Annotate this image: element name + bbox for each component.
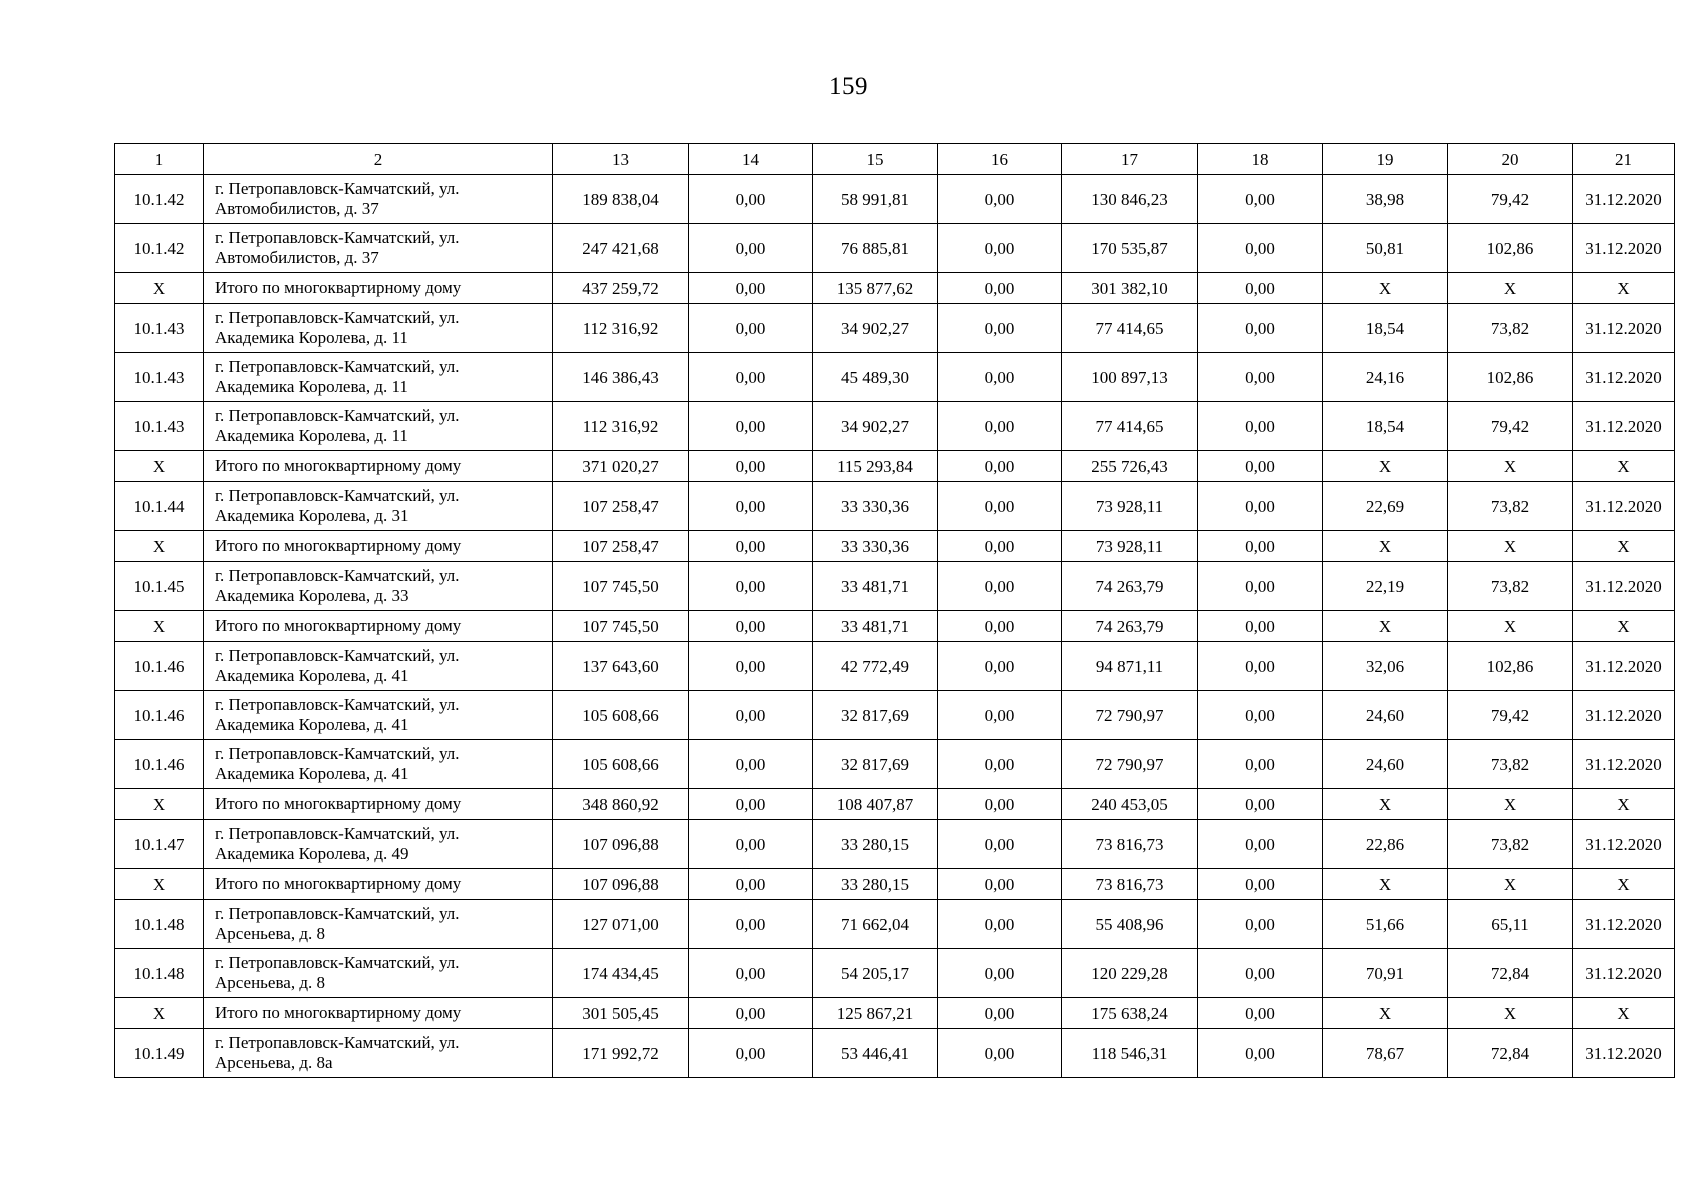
value-cell-17: 175 638,24 <box>1062 998 1198 1029</box>
value-cell-20: 72,84 <box>1448 1029 1573 1078</box>
value-cell-15: 135 877,62 <box>813 273 938 304</box>
value-cell-19: X <box>1323 998 1448 1029</box>
value-cell-18: 0,00 <box>1198 789 1323 820</box>
value-cell-21: 31.12.2020 <box>1573 224 1675 273</box>
value-cell-15: 115 293,84 <box>813 451 938 482</box>
value-cell-14: 0,00 <box>689 273 813 304</box>
column-header-17: 17 <box>1062 144 1198 175</box>
value-cell-15: 108 407,87 <box>813 789 938 820</box>
value-cell-18: 0,00 <box>1198 482 1323 531</box>
address-cell <box>204 1029 553 1078</box>
row-number-cell: X <box>115 611 204 642</box>
value-cell-16: 0,00 <box>938 1029 1062 1078</box>
row-number-cell: 10.1.48 <box>115 949 204 998</box>
value-cell-20: X <box>1448 531 1573 562</box>
value-cell-20: X <box>1448 273 1573 304</box>
value-cell-15: 32 817,69 <box>813 740 938 789</box>
row-number-cell: 10.1.44 <box>115 482 204 531</box>
value-cell-16: 0,00 <box>938 900 1062 949</box>
address-line-1: г. Петропавловск-Камчатский, ул. <box>215 228 460 247</box>
value-cell-19: 70,91 <box>1323 949 1448 998</box>
value-cell-14: 0,00 <box>689 949 813 998</box>
value-cell-14: 0,00 <box>689 224 813 273</box>
address-line-1: г. Петропавловск-Камчатский, ул. <box>215 179 460 198</box>
value-cell-21: 31.12.2020 <box>1573 691 1675 740</box>
value-cell-20: X <box>1448 869 1573 900</box>
column-header-13: 13 <box>553 144 689 175</box>
value-cell-19: 22,19 <box>1323 562 1448 611</box>
value-cell-15: 45 489,30 <box>813 353 938 402</box>
table-row <box>115 820 1675 869</box>
row-number-cell: X <box>115 273 204 304</box>
address-cell <box>204 562 553 611</box>
total-label-cell: Итого по многоквартирному дому <box>204 611 553 642</box>
total-row <box>115 998 1675 1029</box>
total-row <box>115 869 1675 900</box>
address-line-2: Академика Королева, д. 11 <box>215 377 408 396</box>
address-line-1: г. Петропавловск-Камчатский, ул. <box>215 1033 460 1052</box>
value-cell-14: 0,00 <box>689 402 813 451</box>
address-line-1: г. Петропавловск-Камчатский, ул. <box>215 406 460 425</box>
address-cell <box>204 691 553 740</box>
address-line-2: Арсеньева, д. 8 <box>215 973 325 992</box>
address-line-2: Академика Королева, д. 31 <box>215 506 409 525</box>
row-number-cell: 10.1.42 <box>115 224 204 273</box>
value-cell-13: 371 020,27 <box>553 451 689 482</box>
value-cell-21: 31.12.2020 <box>1573 1029 1675 1078</box>
value-cell-14: 0,00 <box>689 531 813 562</box>
value-cell-17: 170 535,87 <box>1062 224 1198 273</box>
row-number-cell: 10.1.43 <box>115 353 204 402</box>
value-cell-19: X <box>1323 273 1448 304</box>
value-cell-16: 0,00 <box>938 273 1062 304</box>
value-cell-15: 71 662,04 <box>813 900 938 949</box>
value-cell-18: 0,00 <box>1198 531 1323 562</box>
total-row <box>115 451 1675 482</box>
value-cell-21: X <box>1573 869 1675 900</box>
value-cell-17: 130 846,23 <box>1062 175 1198 224</box>
value-cell-18: 0,00 <box>1198 740 1323 789</box>
total-label-cell: Итого по многоквартирному дому <box>204 451 553 482</box>
value-cell-21: 31.12.2020 <box>1573 175 1675 224</box>
value-cell-21: X <box>1573 998 1675 1029</box>
value-cell-18: 0,00 <box>1198 451 1323 482</box>
value-cell-16: 0,00 <box>938 304 1062 353</box>
value-cell-15: 33 481,71 <box>813 562 938 611</box>
value-cell-19: 51,66 <box>1323 900 1448 949</box>
value-cell-16: 0,00 <box>938 949 1062 998</box>
value-cell-17: 73 928,11 <box>1062 482 1198 531</box>
address-line-1: г. Петропавловск-Камчатский, ул. <box>215 308 460 327</box>
total-row <box>115 789 1675 820</box>
address-line-1: г. Петропавловск-Камчатский, ул. <box>215 953 460 972</box>
address-line-1: г. Петропавловск-Камчатский, ул. <box>215 904 460 923</box>
value-cell-18: 0,00 <box>1198 949 1323 998</box>
value-cell-17: 55 408,96 <box>1062 900 1198 949</box>
value-cell-17: 72 790,97 <box>1062 740 1198 789</box>
value-cell-13: 107 745,50 <box>553 562 689 611</box>
column-header-14: 14 <box>689 144 813 175</box>
value-cell-17: 73 816,73 <box>1062 869 1198 900</box>
value-cell-17: 120 229,28 <box>1062 949 1198 998</box>
value-cell-15: 53 446,41 <box>813 1029 938 1078</box>
address-line-2: Академика Королева, д. 11 <box>215 426 408 445</box>
table-row <box>115 642 1675 691</box>
value-cell-19: 22,69 <box>1323 482 1448 531</box>
value-cell-18: 0,00 <box>1198 175 1323 224</box>
value-cell-18: 0,00 <box>1198 1029 1323 1078</box>
table-body <box>115 175 1675 1078</box>
total-row <box>115 531 1675 562</box>
value-cell-15: 33 280,15 <box>813 820 938 869</box>
value-cell-20: X <box>1448 611 1573 642</box>
value-cell-21: 31.12.2020 <box>1573 562 1675 611</box>
value-cell-14: 0,00 <box>689 740 813 789</box>
address-cell <box>204 402 553 451</box>
value-cell-15: 33 481,71 <box>813 611 938 642</box>
table-row <box>115 562 1675 611</box>
value-cell-16: 0,00 <box>938 740 1062 789</box>
value-cell-20: 73,82 <box>1448 482 1573 531</box>
value-cell-21: 31.12.2020 <box>1573 642 1675 691</box>
value-cell-16: 0,00 <box>938 998 1062 1029</box>
value-cell-21: 31.12.2020 <box>1573 820 1675 869</box>
table-row <box>115 949 1675 998</box>
value-cell-14: 0,00 <box>689 1029 813 1078</box>
address-cell <box>204 482 553 531</box>
total-label-cell: Итого по многоквартирному дому <box>204 273 553 304</box>
address-cell <box>204 224 553 273</box>
address-cell <box>204 740 553 789</box>
total-row <box>115 273 1675 304</box>
value-cell-18: 0,00 <box>1198 562 1323 611</box>
value-cell-18: 0,00 <box>1198 691 1323 740</box>
table-row <box>115 482 1675 531</box>
value-cell-17: 240 453,05 <box>1062 789 1198 820</box>
table-row <box>115 402 1675 451</box>
value-cell-16: 0,00 <box>938 482 1062 531</box>
value-cell-15: 33 330,36 <box>813 482 938 531</box>
value-cell-13: 247 421,68 <box>553 224 689 273</box>
value-cell-17: 100 897,13 <box>1062 353 1198 402</box>
value-cell-14: 0,00 <box>689 998 813 1029</box>
address-cell <box>204 175 553 224</box>
value-cell-18: 0,00 <box>1198 642 1323 691</box>
value-cell-20: 102,86 <box>1448 353 1573 402</box>
value-cell-21: 31.12.2020 <box>1573 740 1675 789</box>
value-cell-15: 34 902,27 <box>813 304 938 353</box>
table-row <box>115 304 1675 353</box>
value-cell-20: 65,11 <box>1448 900 1573 949</box>
value-cell-21: X <box>1573 273 1675 304</box>
value-cell-20: 79,42 <box>1448 691 1573 740</box>
value-cell-20: X <box>1448 789 1573 820</box>
value-cell-13: 189 838,04 <box>553 175 689 224</box>
address-line-2: Академика Королева, д. 49 <box>215 844 409 863</box>
row-number-cell: 10.1.43 <box>115 304 204 353</box>
value-cell-20: 73,82 <box>1448 562 1573 611</box>
row-number-cell: 10.1.45 <box>115 562 204 611</box>
value-cell-20: 79,42 <box>1448 175 1573 224</box>
value-cell-19: 18,54 <box>1323 304 1448 353</box>
address-line-2: Академика Королева, д. 41 <box>215 666 409 685</box>
row-number-cell: 10.1.46 <box>115 740 204 789</box>
address-cell <box>204 353 553 402</box>
value-cell-19: 18,54 <box>1323 402 1448 451</box>
value-cell-14: 0,00 <box>689 691 813 740</box>
value-cell-16: 0,00 <box>938 869 1062 900</box>
value-cell-16: 0,00 <box>938 224 1062 273</box>
value-cell-14: 0,00 <box>689 900 813 949</box>
value-cell-13: 105 608,66 <box>553 691 689 740</box>
address-line-2: Академика Королева, д. 11 <box>215 328 408 347</box>
table-row <box>115 224 1675 273</box>
value-cell-15: 33 330,36 <box>813 531 938 562</box>
value-cell-17: 73 928,11 <box>1062 531 1198 562</box>
address-line-1: г. Петропавловск-Камчатский, ул. <box>215 646 460 665</box>
column-header-19: 19 <box>1323 144 1448 175</box>
value-cell-14: 0,00 <box>689 304 813 353</box>
value-cell-21: 31.12.2020 <box>1573 304 1675 353</box>
value-cell-21: X <box>1573 789 1675 820</box>
value-cell-16: 0,00 <box>938 642 1062 691</box>
table-row <box>115 900 1675 949</box>
value-cell-13: 112 316,92 <box>553 402 689 451</box>
total-label-cell: Итого по многоквартирному дому <box>204 869 553 900</box>
value-cell-19: X <box>1323 451 1448 482</box>
value-cell-18: 0,00 <box>1198 820 1323 869</box>
value-cell-17: 77 414,65 <box>1062 402 1198 451</box>
value-cell-14: 0,00 <box>689 482 813 531</box>
value-cell-13: 107 096,88 <box>553 869 689 900</box>
value-cell-13: 107 258,47 <box>553 531 689 562</box>
address-line-2: Академика Королева, д. 41 <box>215 715 409 734</box>
column-header-1: 1 <box>115 144 204 175</box>
value-cell-16: 0,00 <box>938 175 1062 224</box>
column-header-20: 20 <box>1448 144 1573 175</box>
value-cell-16: 0,00 <box>938 353 1062 402</box>
value-cell-14: 0,00 <box>689 353 813 402</box>
row-number-cell: X <box>115 531 204 562</box>
total-row <box>115 611 1675 642</box>
address-line-1: г. Петропавловск-Камчатский, ул. <box>215 357 460 376</box>
value-cell-18: 0,00 <box>1198 353 1323 402</box>
value-cell-13: 112 316,92 <box>553 304 689 353</box>
address-line-1: г. Петропавловск-Камчатский, ул. <box>215 486 460 505</box>
value-cell-14: 0,00 <box>689 451 813 482</box>
value-cell-13: 107 096,88 <box>553 820 689 869</box>
value-cell-13: 107 258,47 <box>553 482 689 531</box>
row-number-cell: 10.1.43 <box>115 402 204 451</box>
column-number-row <box>115 144 1675 175</box>
value-cell-19: 24,60 <box>1323 691 1448 740</box>
row-number-cell: 10.1.48 <box>115 900 204 949</box>
table-row <box>115 175 1675 224</box>
value-cell-13: 171 992,72 <box>553 1029 689 1078</box>
value-cell-19: X <box>1323 531 1448 562</box>
address-line-2: Академика Королева, д. 33 <box>215 586 409 605</box>
value-cell-18: 0,00 <box>1198 869 1323 900</box>
value-cell-18: 0,00 <box>1198 402 1323 451</box>
value-cell-21: X <box>1573 451 1675 482</box>
value-cell-16: 0,00 <box>938 531 1062 562</box>
value-cell-13: 174 434,45 <box>553 949 689 998</box>
row-number-cell: 10.1.46 <box>115 642 204 691</box>
row-number-cell: 10.1.49 <box>115 1029 204 1078</box>
row-number-cell: 10.1.42 <box>115 175 204 224</box>
value-cell-17: 74 263,79 <box>1062 562 1198 611</box>
value-cell-21: X <box>1573 611 1675 642</box>
address-cell <box>204 949 553 998</box>
value-cell-20: 73,82 <box>1448 304 1573 353</box>
address-line-1: г. Петропавловск-Камчатский, ул. <box>215 566 460 585</box>
value-cell-19: X <box>1323 869 1448 900</box>
value-cell-13: 127 071,00 <box>553 900 689 949</box>
value-cell-16: 0,00 <box>938 451 1062 482</box>
value-cell-19: 50,81 <box>1323 224 1448 273</box>
value-cell-14: 0,00 <box>689 611 813 642</box>
value-cell-16: 0,00 <box>938 402 1062 451</box>
column-header-15: 15 <box>813 144 938 175</box>
value-cell-19: 78,67 <box>1323 1029 1448 1078</box>
value-cell-16: 0,00 <box>938 691 1062 740</box>
value-cell-16: 0,00 <box>938 789 1062 820</box>
row-number-cell: X <box>115 789 204 820</box>
row-number-cell: X <box>115 451 204 482</box>
table-row <box>115 1029 1675 1078</box>
value-cell-13: 301 505,45 <box>553 998 689 1029</box>
address-line-2: Арсеньева, д. 8а <box>215 1053 333 1072</box>
column-header-21: 21 <box>1573 144 1675 175</box>
value-cell-16: 0,00 <box>938 562 1062 611</box>
address-line-1: г. Петропавловск-Камчатский, ул. <box>215 744 460 763</box>
column-header-16: 16 <box>938 144 1062 175</box>
address-cell <box>204 304 553 353</box>
value-cell-17: 72 790,97 <box>1062 691 1198 740</box>
value-cell-21: X <box>1573 531 1675 562</box>
value-cell-19: 24,16 <box>1323 353 1448 402</box>
row-number-cell: X <box>115 869 204 900</box>
value-cell-15: 34 902,27 <box>813 402 938 451</box>
value-cell-17: 118 546,31 <box>1062 1029 1198 1078</box>
value-cell-15: 58 991,81 <box>813 175 938 224</box>
value-cell-20: X <box>1448 451 1573 482</box>
value-cell-15: 76 885,81 <box>813 224 938 273</box>
value-cell-19: 38,98 <box>1323 175 1448 224</box>
value-cell-17: 301 382,10 <box>1062 273 1198 304</box>
value-cell-14: 0,00 <box>689 642 813 691</box>
address-line-2: Автомобилистов, д. 37 <box>215 248 379 267</box>
value-cell-20: 102,86 <box>1448 224 1573 273</box>
address-cell <box>204 642 553 691</box>
value-cell-21: 31.12.2020 <box>1573 482 1675 531</box>
address-line-2: Академика Королева, д. 41 <box>215 764 409 783</box>
address-line-2: Арсеньева, д. 8 <box>215 924 325 943</box>
value-cell-20: 72,84 <box>1448 949 1573 998</box>
total-label-cell: Итого по многоквартирному дому <box>204 531 553 562</box>
value-cell-16: 0,00 <box>938 820 1062 869</box>
value-cell-21: 31.12.2020 <box>1573 900 1675 949</box>
page-number: 159 <box>829 73 868 100</box>
value-cell-18: 0,00 <box>1198 273 1323 304</box>
column-header-18: 18 <box>1198 144 1323 175</box>
value-cell-14: 0,00 <box>689 175 813 224</box>
row-number-cell: 10.1.47 <box>115 820 204 869</box>
value-cell-13: 348 860,92 <box>553 789 689 820</box>
value-cell-18: 0,00 <box>1198 900 1323 949</box>
value-cell-17: 94 871,11 <box>1062 642 1198 691</box>
value-cell-19: 22,86 <box>1323 820 1448 869</box>
value-cell-20: 79,42 <box>1448 402 1573 451</box>
table-row <box>115 691 1675 740</box>
value-cell-17: 255 726,43 <box>1062 451 1198 482</box>
table-row <box>115 740 1675 789</box>
address-cell <box>204 900 553 949</box>
value-cell-13: 437 259,72 <box>553 273 689 304</box>
value-cell-21: 31.12.2020 <box>1573 353 1675 402</box>
value-cell-15: 54 205,17 <box>813 949 938 998</box>
value-cell-17: 77 414,65 <box>1062 304 1198 353</box>
address-cell <box>204 820 553 869</box>
value-cell-18: 0,00 <box>1198 998 1323 1029</box>
value-cell-13: 146 386,43 <box>553 353 689 402</box>
value-cell-15: 32 817,69 <box>813 691 938 740</box>
value-cell-19: X <box>1323 789 1448 820</box>
row-number-cell: 10.1.46 <box>115 691 204 740</box>
value-cell-14: 0,00 <box>689 789 813 820</box>
value-cell-17: 74 263,79 <box>1062 611 1198 642</box>
column-header-2: 2 <box>204 144 553 175</box>
table-row <box>115 353 1675 402</box>
value-cell-19: 24,60 <box>1323 740 1448 789</box>
value-cell-20: 102,86 <box>1448 642 1573 691</box>
value-cell-19: 32,06 <box>1323 642 1448 691</box>
value-cell-15: 42 772,49 <box>813 642 938 691</box>
data-table <box>114 143 1675 1078</box>
value-cell-21: 31.12.2020 <box>1573 949 1675 998</box>
address-line-1: г. Петропавловск-Камчатский, ул. <box>215 824 460 843</box>
value-cell-15: 125 867,21 <box>813 998 938 1029</box>
total-label-cell: Итого по многоквартирному дому <box>204 998 553 1029</box>
value-cell-15: 33 280,15 <box>813 869 938 900</box>
value-cell-18: 0,00 <box>1198 611 1323 642</box>
total-label-cell: Итого по многоквартирному дому <box>204 789 553 820</box>
value-cell-19: X <box>1323 611 1448 642</box>
value-cell-13: 137 643,60 <box>553 642 689 691</box>
value-cell-14: 0,00 <box>689 869 813 900</box>
value-cell-13: 107 745,50 <box>553 611 689 642</box>
value-cell-14: 0,00 <box>689 562 813 611</box>
value-cell-21: 31.12.2020 <box>1573 402 1675 451</box>
value-cell-20: 73,82 <box>1448 740 1573 789</box>
address-line-2: Автомобилистов, д. 37 <box>215 199 379 218</box>
value-cell-20: 73,82 <box>1448 820 1573 869</box>
value-cell-16: 0,00 <box>938 611 1062 642</box>
value-cell-18: 0,00 <box>1198 224 1323 273</box>
value-cell-20: X <box>1448 998 1573 1029</box>
row-number-cell: X <box>115 998 204 1029</box>
value-cell-17: 73 816,73 <box>1062 820 1198 869</box>
value-cell-14: 0,00 <box>689 820 813 869</box>
value-cell-13: 105 608,66 <box>553 740 689 789</box>
value-cell-18: 0,00 <box>1198 304 1323 353</box>
address-line-1: г. Петропавловск-Камчатский, ул. <box>215 695 460 714</box>
